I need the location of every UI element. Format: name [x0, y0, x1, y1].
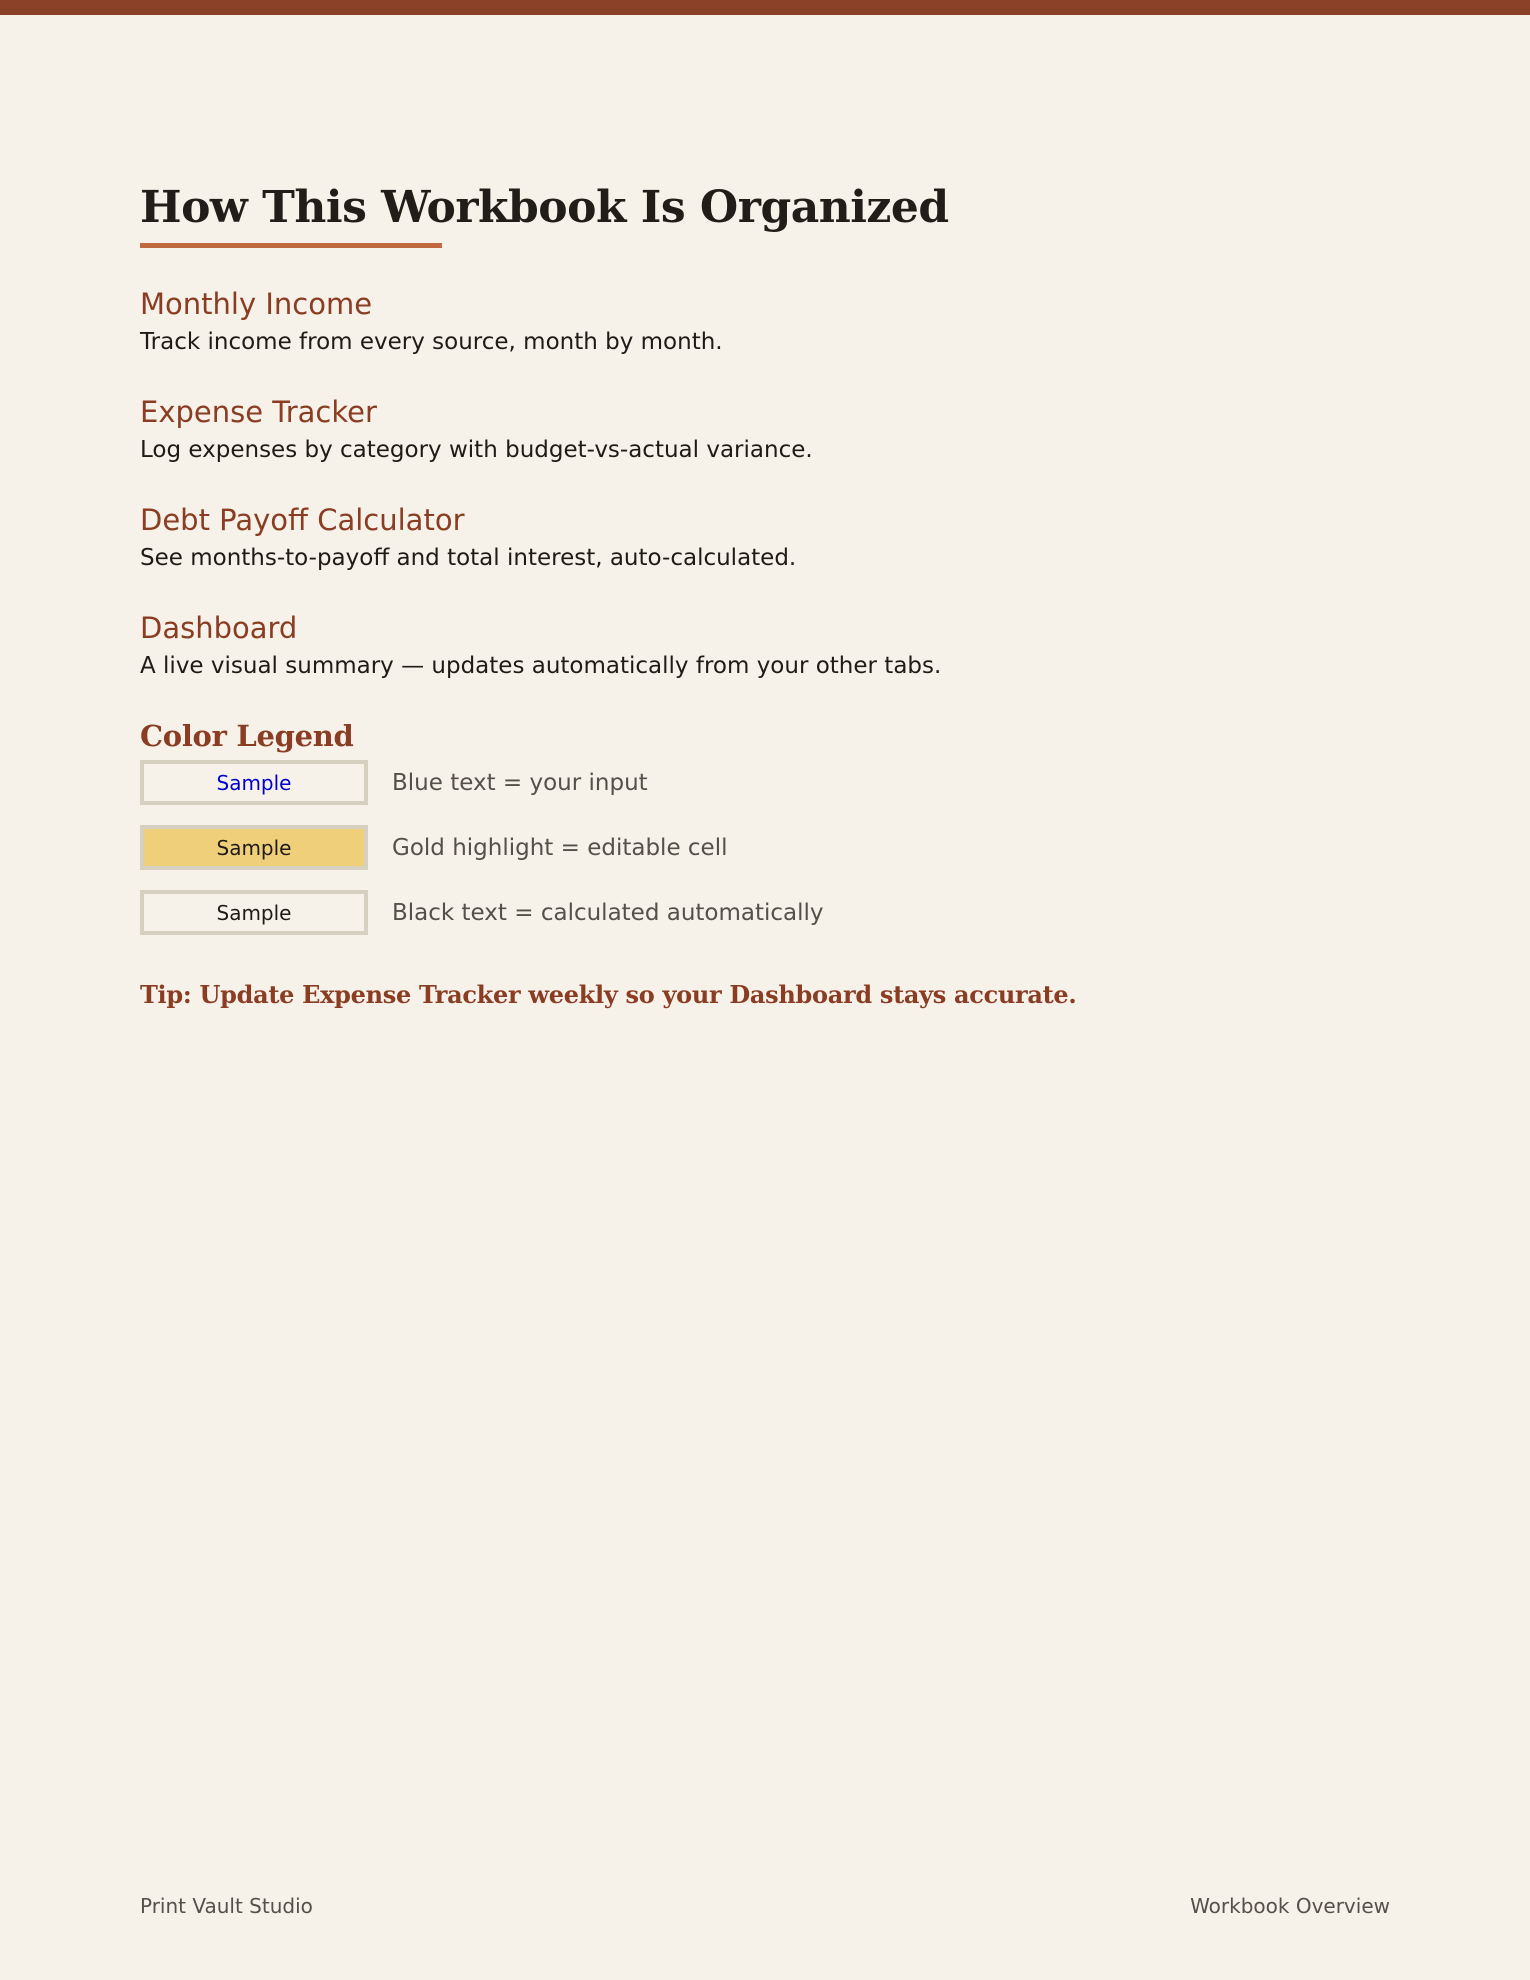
legend-label: Gold highlight = editable cell [392, 834, 728, 861]
legend-swatch-blue: Sample [140, 760, 368, 805]
footer-brand: Print Vault Studio [140, 1894, 313, 1918]
legend-swatch-gold: Sample [140, 825, 368, 870]
page-content [140, 178, 1390, 1011]
workbook-sections [140, 286, 1390, 681]
section-heading: Dashboard [140, 611, 298, 645]
title-underline [140, 243, 442, 248]
page-title: How This Workbook Is Organized [140, 182, 949, 233]
section-description: See months-to-payoff and total interest, auto-calculated. [140, 545, 797, 571]
section-heading: Debt Payoff Calculator [140, 503, 465, 537]
footer-page-label: Workbook Overview [1190, 1894, 1390, 1918]
section-heading: Expense Tracker [140, 395, 377, 429]
section-debt-payoff-calculator [140, 502, 1390, 573]
section-description: A live visual summary — updates automatically from your other tabs. [140, 653, 942, 679]
legend-row-gold-editable [140, 825, 1390, 870]
section-heading: Monthly Income [140, 287, 373, 321]
section-expense-tracker [140, 394, 1390, 465]
top-accent-bar [0, 0, 1530, 15]
color-legend-title: Color Legend [140, 719, 354, 753]
section-monthly-income [140, 286, 1390, 357]
legend-label: Blue text = your input [392, 769, 648, 796]
section-dashboard [140, 610, 1390, 681]
section-description: Log expenses by category with budget-vs-actual variance. [140, 437, 813, 463]
legend-row-black-calculated [140, 890, 1390, 935]
section-description: Track income from every source, month by month. [140, 329, 723, 355]
color-legend [140, 760, 1390, 935]
tip-text: Tip: Update Expense Tracker weekly so your Dashboard stays accurate. [140, 980, 1077, 1009]
legend-label: Black text = calculated automatically [392, 899, 824, 926]
legend-row-blue-input [140, 760, 1390, 805]
legend-swatch-black: Sample [140, 890, 368, 935]
